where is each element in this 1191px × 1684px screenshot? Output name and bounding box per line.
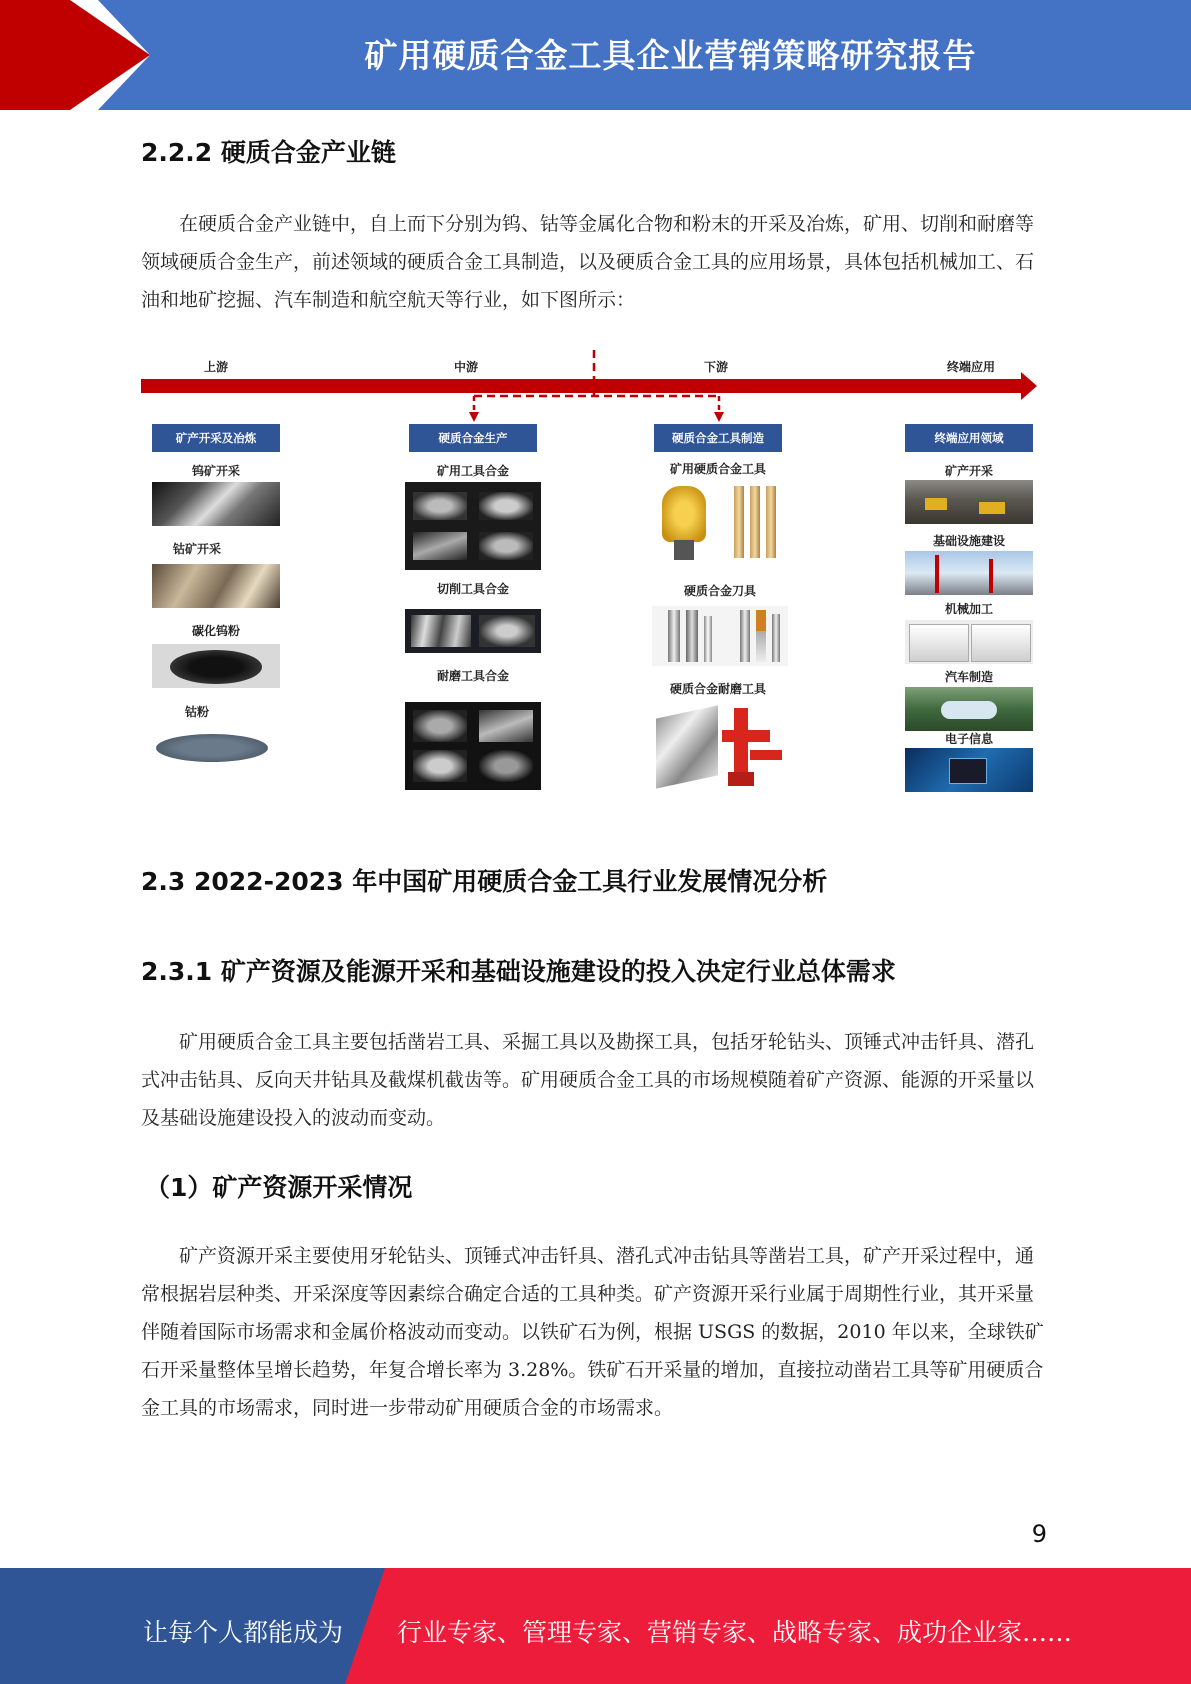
- item-carbide-cutters: 硬质合金刀具: [683, 584, 756, 598]
- stage-label-upstream: 上游: [203, 360, 228, 374]
- item-cobalt-mining: 钴矿开采: [172, 542, 221, 556]
- item-wear-tool-alloy: 耐磨工具合金: [436, 669, 509, 683]
- cobalt-ore-image: [152, 564, 280, 608]
- wear-alloy-image: [405, 702, 541, 790]
- item-tungsten-carbide-powder: 碳化钨粉: [191, 624, 240, 638]
- page-header: [0, 0, 1191, 110]
- item-carbide-wear-tools: 硬质合金耐磨工具: [669, 682, 766, 696]
- section-paragraph-2-2-2: 在硬质合金产业链中，自上而下分别为钨、钴等金属化合物和粉末的开采及冶炼，矿用、切削和耐磨等领域硬质合金生产，前述领域的硬质合金工具制造，以及硬质合金工具的应用场景，具体包括机械加工、石油和地矿挖掘、汽车制造和航空航天等行业，如下图所示：: [141, 213, 1035, 311]
- item-cutting-tool-alloy: 切削工具合金: [436, 582, 509, 596]
- item-app-infrastructure: 基础设施建设: [932, 534, 1005, 548]
- tungsten-ore-image: [152, 482, 280, 526]
- cutting-alloy-image: [405, 609, 541, 653]
- mining-tools-image: [654, 482, 786, 566]
- footer-slogan-left: 让每个人都能成为: [143, 1618, 344, 1647]
- stage-label-midstream: 中游: [453, 360, 478, 374]
- carbide-powder-image: [152, 644, 280, 688]
- item-mining-tool-alloy: 矿用工具合金: [436, 464, 509, 478]
- app-electronics-image: [905, 748, 1033, 792]
- section-paragraph-2-3-1: 矿用硬质合金工具主要包括凿岩工具、采掘工具以及勘探工具，包括牙轮钻头、顶锤式冲击钎具、潜孔式冲击钻具、反向天井钻具及截煤机截齿等。矿用硬质合金工具的市场规模随着矿产资源、能源的开采量以及基础设施建设投入的波动而变动。: [141, 1031, 1035, 1129]
- item-app-machining: 机械加工: [944, 602, 993, 616]
- footer-slogan-right: 行业专家、管理专家、营销专家、战略专家、成功企业家……: [397, 1618, 1073, 1647]
- subsection-heading-mining: （1）矿产资源开采情况: [145, 1173, 413, 1202]
- item-cobalt-powder: 钴粉: [184, 705, 209, 719]
- app-auto-image: [905, 687, 1033, 731]
- industry-chain-diagram: [141, 350, 1041, 800]
- section-heading-2-3: 2.3 2022-2023 年中国矿用硬质合金工具行业发展情况分析: [141, 867, 828, 896]
- box-end-applications: 终端应用领域: [905, 424, 1033, 452]
- box-carbide-production: 硬质合金生产: [409, 424, 537, 452]
- wear-tools-image: [652, 702, 788, 790]
- item-tungsten-mining: 钨矿开采: [191, 464, 240, 478]
- stage-label-downstream: 下游: [703, 360, 728, 374]
- report-title: 矿用硬质合金工具企业营销策略研究报告: [364, 36, 977, 75]
- page-footer: [0, 1568, 1191, 1684]
- cutters-image: [652, 606, 788, 666]
- box-mining-smelting: 矿产开采及冶炼: [152, 424, 280, 452]
- section-heading-2-3-1: 2.3.1 矿产资源及能源开采和基础设施建设的投入决定行业总体需求: [141, 957, 896, 986]
- cobalt-powder-image: [152, 728, 280, 768]
- item-app-electronics: 电子信息: [944, 732, 993, 746]
- subsection-paragraph-mining: 矿产资源开采主要使用牙轮钻头、顶锤式冲击钎具、潜孔式冲击钻具等凿岩工具，矿产开采过程中，通常根据岩层种类、开采深度等因素综合确定合适的工具种类。矿产资源开采行业属于周期性行业，其开采量伴随着国际市场需求和金属价格波动而变动。以铁矿石为例，根据 USGS 的数据，2010 年以来，全球铁矿石开采量整体呈增长趋势，年复合增长率为 3.28%。铁矿石开采量的增加，直接拉动凿岩工具等矿用硬质合金工具的市场需求，同时进一步带动矿用硬质合金的市场需求。: [141, 1245, 1044, 1419]
- app-infrastructure-image: [905, 551, 1033, 595]
- item-app-mining: 矿产开采: [944, 464, 993, 478]
- item-app-auto-manufacturing: 汽车制造: [944, 670, 993, 684]
- app-mining-image: [905, 480, 1033, 524]
- stage-label-end-use: 终端应用: [946, 360, 995, 374]
- app-machining-image: [905, 620, 1033, 664]
- page-number: 9: [1031, 1520, 1047, 1548]
- box-tool-manufacturing: 硬质合金工具制造: [654, 424, 782, 452]
- item-mining-carbide-tools: 矿用硬质合金工具: [669, 462, 766, 476]
- section-heading-2-2-2: 2.2.2 硬质合金产业链: [141, 138, 396, 167]
- mining-alloy-image: [405, 482, 541, 570]
